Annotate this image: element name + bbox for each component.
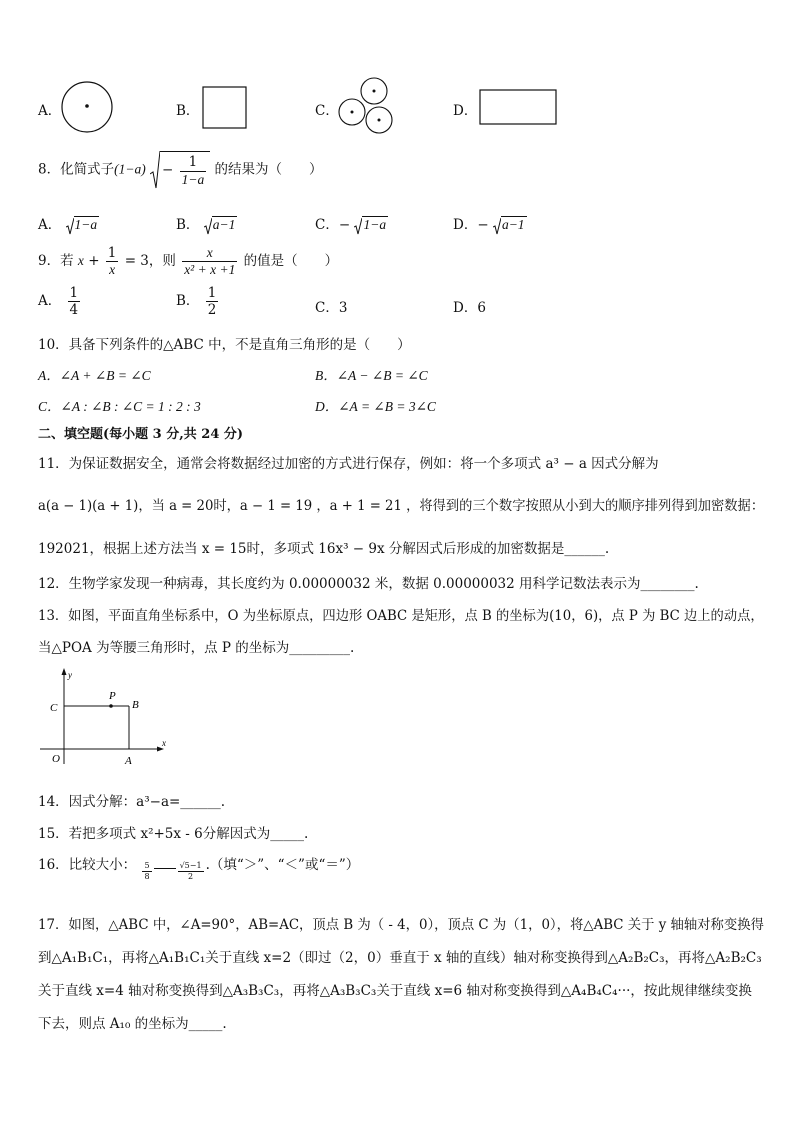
- q17-line-1: 17．如图，△ABC 中，∠A=90°，AB=AC，顶点 B 为（ - 4，0），顶点 C 为（1，0），将△ABC 关于 y 轴轴对称变换得: [38, 917, 764, 933]
- q16-fraction-2: [178, 861, 204, 881]
- q8-option-a[interactable]: [38, 213, 99, 235]
- q9-stem: [38, 245, 338, 278]
- q17-line-4: 下去，则点 A₁₀ 的坐标为_____.: [38, 1016, 227, 1032]
- q9-option-b-label: B．: [176, 293, 200, 310]
- q16-fraction-2-numerator: √5−1: [179, 861, 202, 870]
- q16-answer-blank[interactable]: [154, 868, 176, 869]
- radical-sign-icon: [150, 150, 160, 190]
- q15-text: 15．若把多项式 x²+5x - 6分解因式为_____.: [38, 826, 309, 842]
- q8-option-d-sign: −: [477, 217, 489, 233]
- q9-option-a-label: A．: [38, 293, 62, 310]
- label-c: C: [50, 702, 58, 714]
- label-x: x: [162, 738, 166, 748]
- q8-radical: [150, 150, 210, 190]
- q9-option-d[interactable]: D．6: [453, 300, 486, 316]
- q8-stem: [38, 150, 323, 190]
- q8-factor: (1−a): [114, 161, 146, 177]
- q8-option-b-label: B．: [176, 217, 200, 233]
- q7-option-c-label[interactable]: C．: [315, 103, 339, 119]
- q12-text: 12．生物学家发现一种病毒，其长度约为 0.00000032 米，数据 0.00000032 用科学记数法表示为________.: [38, 576, 699, 592]
- q9-option-a[interactable]: [38, 285, 82, 318]
- q10-option-b[interactable]: B．∠A − ∠B = ∠C: [315, 368, 428, 383]
- q7-option-c-three-circles-figure: [334, 76, 398, 138]
- q8-option-c[interactable]: [315, 213, 388, 235]
- q9-fraction-2-numerator: x: [182, 245, 237, 262]
- q8-minus: −: [162, 162, 174, 179]
- section-heading-fill-in: 二、填空题(每小题 3 分,共 24 分): [38, 427, 244, 442]
- q8-option-a-radicand: 1−a: [74, 217, 98, 232]
- q16-fraction-1-numerator: 5: [144, 861, 150, 870]
- q17-line-3: 关于直线 x=4 轴对称变换得到△A₃B₃C₃，再将△A₃B₃C₃关于直线 x=6 轴对称变换得到△A₄B₄C₄···，按此规律继续变换: [38, 983, 752, 999]
- q8-prefix: 8．化简式子: [38, 161, 115, 178]
- q8-fraction-denominator: 1−a: [181, 171, 205, 187]
- q9-prefix: 9．若: [38, 253, 74, 270]
- q13-coordinate-figure: [36, 666, 176, 770]
- q10-option-c[interactable]: C．∠A : ∠B : ∠C = 1 : 2 : 3: [38, 399, 201, 414]
- q11-line-1: 11．为保证数据安全，通常会将数据经过加密的方式进行保存，例如：将一个多项式 a³ − a 因式分解为: [38, 456, 659, 472]
- q9-option-a-fraction: [68, 285, 81, 318]
- q13-line-1: 13．如图，平面直角坐标系中，O 为坐标原点，四边形 OABC 是矩形，点 B 的坐标为(10，6)，点 P 为 BC 边上的动点，: [38, 608, 764, 624]
- q7-option-a-label[interactable]: A．: [38, 103, 62, 119]
- q17-line-2: 到△A₁B₁C₁，再将△A₁B₁C₁关于直线 x=2（即过（2，0）垂直于 x 轴的直线）轴对称变换得到△A₂B₂C₃，再将△A₂B₂C₃: [38, 950, 762, 966]
- q9-option-b[interactable]: [176, 285, 220, 318]
- q8-option-b[interactable]: [176, 213, 237, 235]
- q9-fraction-1-numerator: 1: [107, 245, 117, 261]
- label-o: O: [52, 753, 60, 765]
- q8-option-d-label: D．: [453, 217, 478, 233]
- radical-sign-icon: [204, 217, 212, 235]
- label-p: P: [109, 690, 116, 702]
- q8-option-c-radicand: 1−a: [363, 217, 387, 232]
- point-p-dot: [109, 704, 113, 708]
- q9-option-b-fraction: [206, 285, 219, 318]
- q7-option-b-label[interactable]: B．: [176, 103, 200, 119]
- label-y: y: [68, 670, 72, 680]
- q8-suffix: 的结果为（ ）: [214, 161, 323, 178]
- q10-option-d[interactable]: D．∠A = ∠B = 3∠C: [315, 399, 436, 414]
- q16-fraction-1-denominator: 8: [144, 871, 150, 881]
- q9-x: x: [77, 253, 84, 269]
- q8-option-b-radical: [204, 217, 238, 235]
- q8-option-a-label: A．: [38, 217, 62, 233]
- radical-sign-icon: [493, 217, 501, 235]
- q9-option-b-numerator: 1: [207, 285, 217, 301]
- q8-option-d-radicand: a−1: [501, 217, 525, 232]
- q8-fraction-numerator: 1: [180, 154, 207, 171]
- q11-line-2: a(a − 1)(a + 1)，当 a = 20时，a − 1 = 19 ，a + 1 = 21 ，将得到的三个数字按照从小到大的顺序排列得到加密数据：: [38, 498, 765, 514]
- q9-suffix: 的值是（ ）: [243, 253, 339, 270]
- q13-line-2: 当△POA 为等腰三角形时，点 P 的坐标为_________.: [38, 640, 355, 656]
- q14-text: 14．因式分解：a³−a=______.: [38, 794, 226, 810]
- radical-sign-icon: [66, 217, 74, 235]
- q9-fraction-1-denominator: x: [109, 262, 116, 278]
- q11-line-3: 192021，根据上述方法当 x = 15时，多项式 16x³ − 9x 分解因式后形成的加密数据是______.: [38, 541, 610, 557]
- q16-suffix: .（填“＞”、“＜”或“＝”）: [205, 857, 360, 873]
- q9-option-c[interactable]: C．3: [315, 300, 348, 316]
- q8-option-a-radical: [66, 217, 100, 235]
- q7-option-a-circle-figure: [60, 80, 114, 134]
- q8-option-c-radical: [354, 217, 388, 235]
- q9-fraction-2: [182, 245, 237, 278]
- label-a: A: [125, 755, 132, 767]
- q7-option-d-rectangle-figure: [479, 89, 559, 127]
- q9-fraction-2-denominator: x² + x +1: [184, 262, 236, 278]
- q8-option-b-radicand: a−1: [212, 217, 236, 232]
- q8-option-c-label: C．: [315, 217, 339, 233]
- q7-option-d-label[interactable]: D．: [453, 103, 478, 119]
- q8-fraction: [180, 154, 207, 187]
- y-axis-arrow-icon: [62, 668, 67, 675]
- q16-fraction-1: [142, 861, 151, 881]
- label-b: B: [132, 699, 139, 711]
- q7-option-b-square-figure: [202, 86, 248, 130]
- q16-fraction-2-denominator: 2: [188, 871, 194, 881]
- q9-option-a-numerator: 1: [69, 285, 79, 301]
- q9-fraction-1: [106, 245, 119, 278]
- q9-option-a-denominator: 4: [69, 302, 79, 319]
- q8-option-c-sign: −: [338, 217, 351, 233]
- q9-equals: = 3，则: [124, 253, 176, 270]
- q16-prefix: 16．比较大小：: [38, 857, 137, 873]
- q9-option-b-denominator: 2: [207, 302, 217, 319]
- q16-stem: [38, 853, 359, 881]
- q8-option-d[interactable]: [453, 213, 527, 235]
- q9-plus: +: [88, 253, 100, 270]
- q10-stem: 10．具备下列条件的△ABC 中，不是直角三角形的是（ ）: [38, 337, 411, 353]
- q10-option-a[interactable]: A．∠A + ∠B = ∠C: [38, 368, 151, 383]
- q8-option-d-radical: [493, 217, 527, 235]
